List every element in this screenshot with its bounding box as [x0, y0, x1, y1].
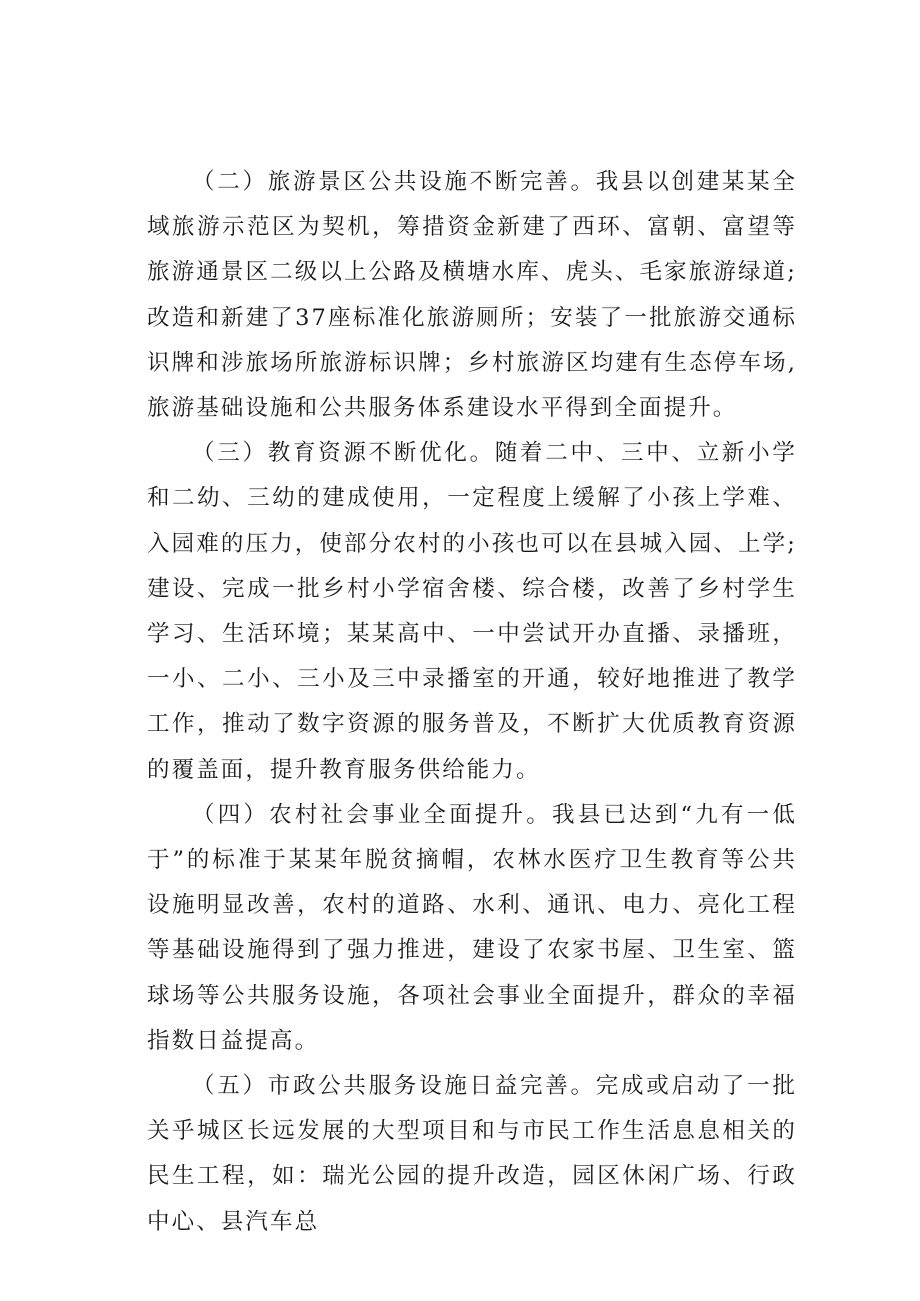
- paragraph-municipal-services: （五）市政公共服务设施日益完善。完成或启动了一批关乎城区长远发展的大型项目和与市民工作生活息息相关的民生工程，如：瑞光公园的提升改造，园区休闲广场、行政中心、县汽车总: [147, 1073, 797, 1235]
- body-text: [147, 160, 797, 1245]
- paragraph-education-resources: （三）教育资源不断优化。随着二中、三中、立新小学和二幼、三幼的建成使用，一定程度上缓解了小孩上学难、入园难的压力，使部分农村的小孩也可以在县城入园、上学;建设、完成一批乡村小学宿舍楼、综合楼，改善了乡村学生学习、生活环境；某某高中、一中尝试开办直播、录播班，一小、二小、三小及三中录播室的开通，较好地推进了教学工作，推动了数字资源的服务普及，不断扩大优质教育资源的覆盖面，提升教育服务供给能力。: [147, 440, 797, 783]
- paragraph-tourism-facilities: （二）旅游景区公共设施不断完善。我县以创建某某全域旅游示范区为契机，筹措资金新建了西环、富朝、富望等旅游通景区二级以上公路及横塘水库、虎头、毛家旅游绿道;改造和新建了37座标准化旅游厕所；安装了一批旅游交通标识牌和涉旅场所旅游标识牌；乡村旅游区均建有生态停车场,旅游基础设施和公共服务体系建设水平得到全面提升。: [147, 169, 797, 422]
- paragraph-rural-social-affairs: （四）农村社会事业全面提升。我县已达到“九有一低于”的标准于某某年脱贫摘帽，农林水医疗卫生教育等公共设施明显改善，农村的道路、水利、通讯、电力、亮化工程等基础设施得到了强力推进，建设了农家书屋、卫生室、篮球场等公共服务设施，各项社会事业全面提升，群众的幸福指数日益提高。: [147, 801, 797, 1054]
